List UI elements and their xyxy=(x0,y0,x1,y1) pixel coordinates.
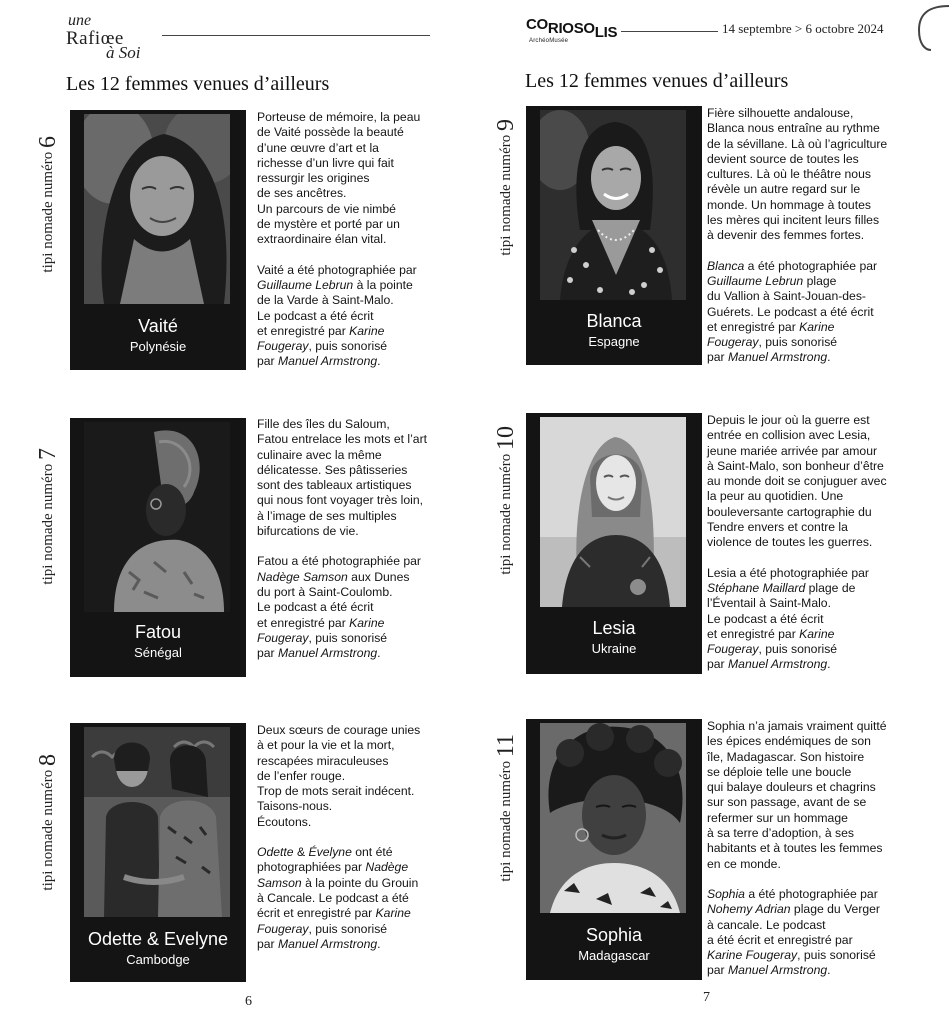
portrait-photo xyxy=(540,723,686,913)
person-name: Sophia xyxy=(585,925,643,945)
left-page xyxy=(0,0,475,1024)
person-origin: Espagne xyxy=(588,334,640,349)
portrait-card xyxy=(70,110,246,370)
portrait-card xyxy=(70,418,246,677)
page-number: 7 xyxy=(703,990,710,1005)
person-origin: Cambodge xyxy=(126,952,190,967)
person-origin: Ukraine xyxy=(591,641,637,656)
portrait-description: Depuis le jour où la guerre est entrée en collision avec Lesia, jeune mariée arrivée par amour à Saint-Malo, son bonheur d’être au monde doit se conjuguer avec la peur au quotidien. Une bouleversante cartographie du Tendre envers et contre la violence de toutes les guerres. Lesia a été photographiée par Stéphane Maillard plage de l’Éventail à Saint-Malo. Le podcast a été écrit et enregistré par Karine Fougeray, puis sonorisé par Manuel Armstrong. xyxy=(707,413,887,672)
portrait-photo xyxy=(84,114,230,304)
person-name: Odette & Evelyne xyxy=(87,929,229,949)
portrait-card xyxy=(526,106,702,365)
person-origin: Madagascar xyxy=(578,948,650,963)
portrait-description: Sophia n’a jamais vraiment quitté les épices endémiques de son île, Madagascar. Son histoire se déploie telle une boucle qui balaye douleurs et chagrins sur son passage, avant de se refermer sur un hommage à sa terre d’adoption, à ses habitants et à toutes les femmes en ce monde. Sophia a été photographiée par Nohemy Adrian plage du Verger à cancale. Le podcast a été écrit et enregistré par Karine Fougeray, puis sonorisé par Manuel Armstrong. xyxy=(707,719,887,978)
header-rule xyxy=(162,35,430,36)
portrait-photo xyxy=(540,110,686,300)
exhibition-dates: 14 septembre > 6 octobre 2024 xyxy=(722,21,884,36)
page-title: Les 12 femmes venues d’ailleurs xyxy=(66,73,330,95)
tipi-label: tipi nomade numéro 9 xyxy=(492,118,519,256)
page-title: Les 12 femmes venues d’ailleurs xyxy=(525,70,789,92)
portrait-description: Porteuse de mémoire, la peau de Vaité possède la beauté d’une œuvre d’art et la richesse d’un livre qui fait ressurgir les origines de ses ancêtres. Un parcours de vie nimbé de mystère et porté par un extraordinaire élan vital. Vaité a été photographiée par Guillaume Lebrun à la pointe de la Varde à Saint-Malo. Le podcast a été écrit et enregistré par Karine Fougeray, puis sonorisé par Manuel Armstrong. xyxy=(257,110,421,369)
coriosolis-logo: CORIOSOLIS ArchéoMusée xyxy=(526,16,618,44)
person-origin: Polynésie xyxy=(129,339,187,354)
header-rule xyxy=(621,31,718,32)
portrait-description: Deux sœurs de courage unies à et pour la vie et la mort, rescapées miraculeuses de l’enfer rouge. Trop de mots serait indécent. Taisons-nous. Écoutons. Odette & Évelyne ont été photographiées par Nadège Samson à la pointe du Grouin à Cancale. Le podcast a été écrit et enregistré par Karine Fougeray, puis sonorisé par Manuel Armstrong. xyxy=(257,723,421,951)
portrait-description: Fille des îles du Saloum, Fatou entrelace les mots et l’art culinaire avec la même délicatesse. Ses pâtisseries sont des tableaux artistiques qui nous font voyager très loin, à l’image de ses multiples bifurcations de vie. Fatou a été photographiée par Nadège Samson aux Dunes du port à Saint-Coulomb. Le podcast a été écrit et enregistré par Karine Fougeray, puis sonorisé par Manuel Armstrong. xyxy=(257,417,428,661)
page-curl-icon xyxy=(909,2,951,54)
person-origin: Sénégal xyxy=(134,645,182,660)
person-name: Fatou xyxy=(134,622,182,642)
portrait-photo xyxy=(84,422,230,612)
portrait-card xyxy=(70,723,246,982)
tipi-label: tipi nomade numéro 7 xyxy=(34,447,61,585)
portrait-card xyxy=(526,413,702,674)
portrait-card xyxy=(526,719,702,980)
person-name: Blanca xyxy=(586,311,642,331)
tipi-label: tipi nomade numéro 11 xyxy=(492,734,519,882)
page-number: 6 xyxy=(245,994,252,1009)
portrait-description: Fière silhouette andalouse, Blanca nous entraîne au rythme de la sévillane. Là où l’agriculture devient source de toutes les cultures. Là où le théâtre nous révèle un autre regard sur le monde. Un hommage à toutes les mères qui incitent leurs filles à devenir des femmes fortes. Blanca a été photographiée par Guillaume Lebrun plage du Vallion à Saint-Jouan-des- Guérets. Le podcast a été écrit et enregistré par Karine Fougeray, puis sonorisé par Manuel Armstrong. xyxy=(707,106,888,365)
portrait-photo xyxy=(84,727,230,917)
person-name: Lesia xyxy=(592,618,636,638)
tipi-label: tipi nomade numéro 8 xyxy=(34,753,61,891)
person-name: Vaité xyxy=(138,316,178,336)
tipi-label: tipi nomade numéro 6 xyxy=(34,135,61,273)
portrait-photo xyxy=(540,417,686,607)
right-page xyxy=(476,0,951,1024)
une-rafiole-a-soi-logo: une Rafiœe à Soi xyxy=(66,12,141,62)
tipi-label: tipi nomade numéro 10 xyxy=(492,425,519,575)
